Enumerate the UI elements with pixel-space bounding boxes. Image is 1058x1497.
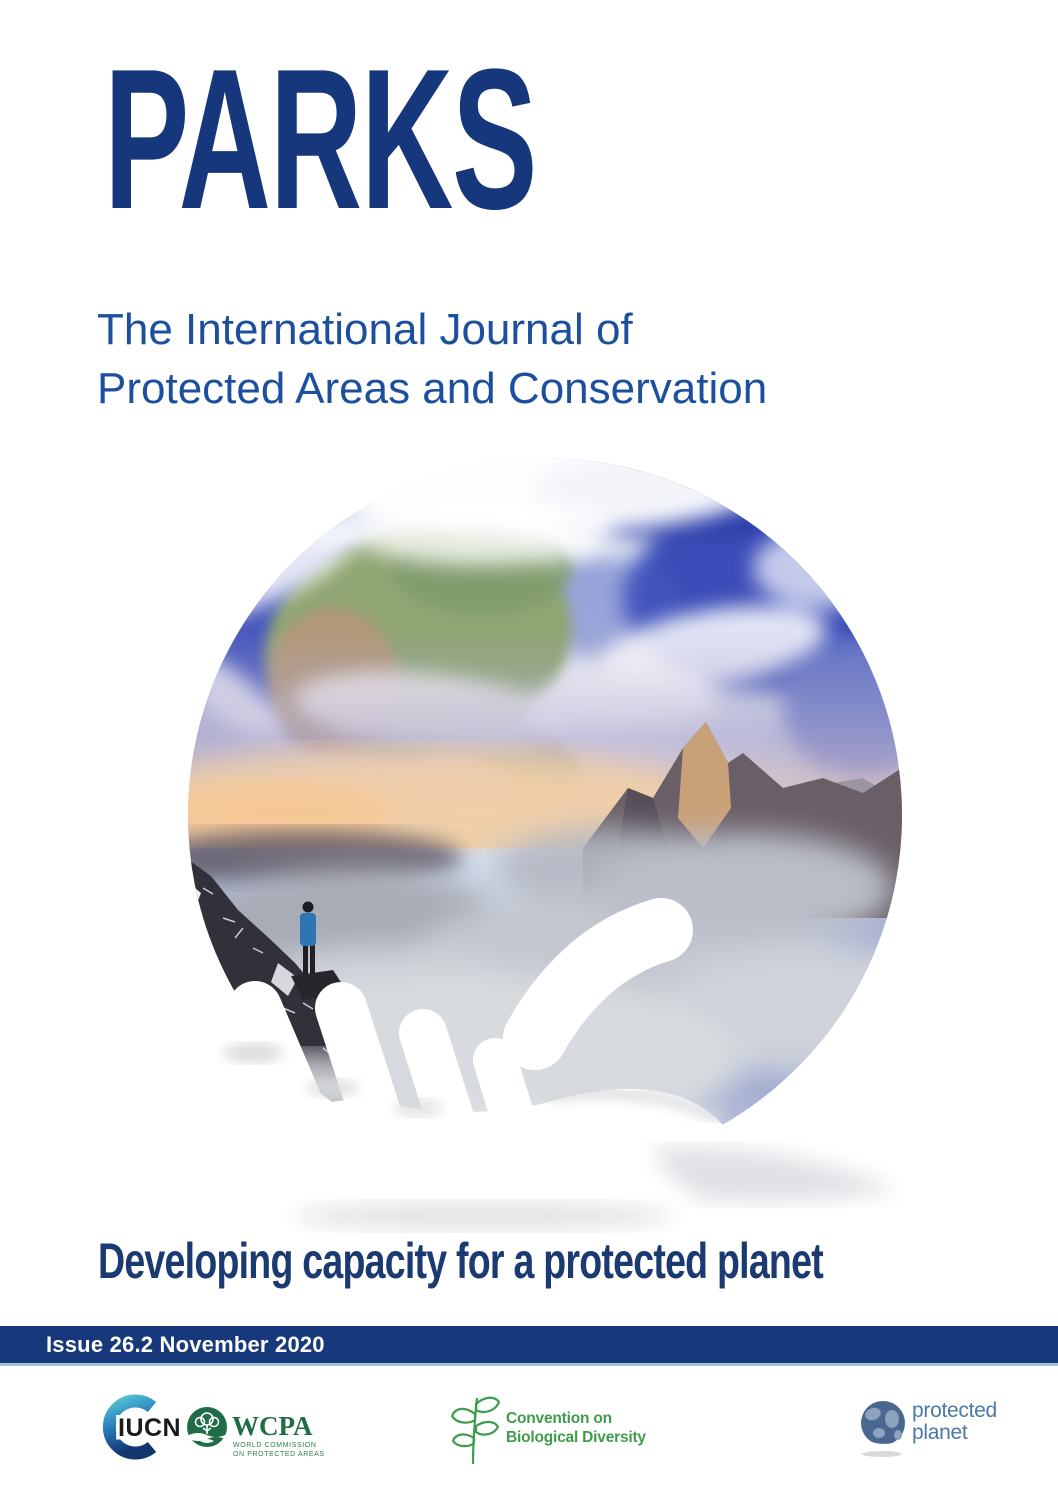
protected-planet-logo-text xyxy=(912,1400,997,1444)
issue-label: Issue 26.2 November 2020 xyxy=(46,1332,325,1357)
issue-bar xyxy=(0,1326,1058,1366)
cbd-logo-text xyxy=(506,1409,646,1447)
cover-artwork-globe-in-hand xyxy=(183,448,905,1236)
wcpa-wordmark: WCPA xyxy=(232,1411,313,1441)
protected-planet-globe-icon xyxy=(855,1397,913,1461)
journal-title: PARKS xyxy=(104,28,537,251)
protected-planet-line1: protected xyxy=(912,1399,997,1422)
journal-subtitle xyxy=(97,300,767,418)
cbd-line2: Biological Diversity xyxy=(506,1429,646,1446)
protected-planet-line2: planet xyxy=(912,1421,968,1444)
cover-tagline: Developing capacity for a protected planet xyxy=(98,1233,823,1289)
journal-subtitle-line1: The International Journal of xyxy=(97,305,633,354)
wcpa-subline2: ON PROTECTED AREAS xyxy=(233,1451,325,1458)
cbd-leaf-icon xyxy=(443,1392,501,1466)
iucn-wordmark: IUCN xyxy=(118,1414,182,1442)
wcpa-subline1: WORLD COMMISSION xyxy=(233,1442,317,1449)
wcpa-logo xyxy=(186,1406,346,1462)
wcpa-tree-icon xyxy=(187,1407,227,1447)
journal-subtitle-line2: Protected Areas and Conservation xyxy=(97,364,768,413)
cbd-line1: Convention on xyxy=(506,1410,612,1427)
